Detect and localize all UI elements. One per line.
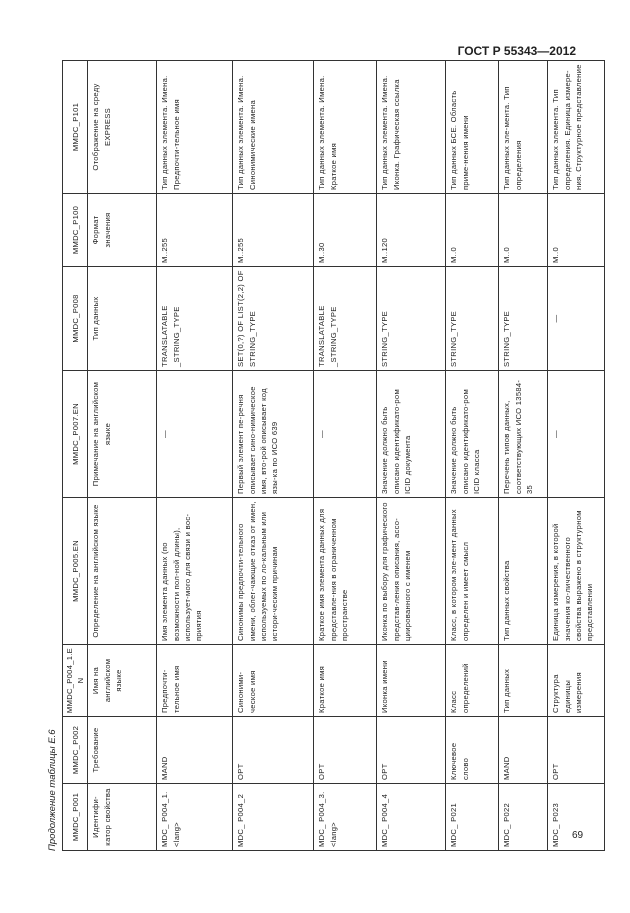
name-cell: Иконка имени: [377, 645, 446, 717]
column-header: Требование: [88, 717, 157, 784]
value-format-cell: M..255: [157, 194, 233, 267]
table-row: [377, 61, 446, 851]
value-format-cell: M..255: [233, 194, 314, 267]
express-mapping-cell: Тип данных элемента. Тип определения. Единица измере-ния. Структурное представление: [548, 61, 605, 194]
requirement-cell: Ключевое слово: [446, 717, 499, 784]
property-id-cell: MDC_ P004_4: [377, 784, 446, 851]
name-cell: Синоними-ческое имя: [233, 645, 314, 717]
express-mapping-cell: Тип данных эле-мента. Тип определения: [499, 61, 548, 194]
requirement-cell: OPT: [377, 717, 446, 784]
column-code: MMDC_P007.EN: [63, 371, 88, 498]
table-row: [157, 61, 233, 851]
column-code: MMDC_P100: [63, 194, 88, 267]
column-code: MMDC_P005.EN: [63, 498, 88, 645]
table-row: [314, 61, 377, 851]
note-cell: Значение должно быть описано идентификато-ром ICID класса: [446, 371, 499, 498]
note-cell: Первый элемент пе-речня описывает сино-нимическое имя, вто-рой описывает код язы-ка по ИСО 639: [233, 371, 314, 498]
definition-cell: Синонимы предпочти-тельного имени, облег-чающие отказ от имен, используемых по ло-кальным или истори-ческим причинам: [233, 498, 314, 645]
standard-header: ГОСТ Р 55343—2012: [457, 44, 576, 58]
note-cell: —: [548, 371, 605, 498]
definition-cell: Класс, в котором эле-мент данных определен и имеет смысл: [446, 498, 499, 645]
column-header: Примечание на английском языке: [88, 371, 157, 498]
value-format-cell: M..30: [314, 194, 377, 267]
property-id-cell: MDC_ P023: [548, 784, 605, 851]
note-cell: —: [157, 371, 233, 498]
requirement-cell: OPT: [548, 717, 605, 784]
definition-cell: Иконка по выбору для графического представ-ления описания, ассо-циированного с именем: [377, 498, 446, 645]
column-code-row: [63, 61, 88, 851]
data-type-cell: STRING_TYPE: [377, 267, 446, 371]
express-mapping-cell: Тип данных элемента. Имена. Иконка. Графическая ссылка: [377, 61, 446, 194]
column-code: MMDC_P008: [63, 267, 88, 371]
name-cell: Класс определений: [446, 645, 499, 717]
value-format-cell: M..0: [548, 194, 605, 267]
requirement-cell: MAND: [499, 717, 548, 784]
name-cell: Предпочти-тельное имя: [157, 645, 233, 717]
value-format-cell: M..120: [377, 194, 446, 267]
requirement-cell: OPT: [314, 717, 377, 784]
table-row: [499, 61, 548, 851]
data-type-cell: TRANSLATABLE _STRING_TYPE: [157, 267, 233, 371]
column-header: Тип данных: [88, 267, 157, 371]
property-id-cell: MDC_ P004_2: [233, 784, 314, 851]
data-type-cell: TRANSLATABLE _STRING_TYPE: [314, 267, 377, 371]
column-code: MMDC_P004_1.EN: [63, 645, 88, 717]
table-row: [233, 61, 314, 851]
column-header: Имя на английском языке: [88, 645, 157, 717]
column-code: MMDC_P101: [63, 61, 88, 194]
name-cell: Структура единицы измерения: [548, 645, 605, 717]
requirement-cell: OPT: [233, 717, 314, 784]
properties-table: [62, 60, 605, 851]
table-row: [548, 61, 605, 851]
definition-cell: Единица измерения, в которой значения ко-личественного свойства выражено в структурном представлении: [548, 498, 605, 645]
column-header: Идентифи-катор свойства: [88, 784, 157, 851]
column-code: MMDC_P001: [63, 784, 88, 851]
data-type-cell: —: [548, 267, 605, 371]
name-cell: Краткое имя: [314, 645, 377, 717]
column-code: MMDC_P002: [63, 717, 88, 784]
rotated-table-block: [44, 61, 595, 851]
data-type-cell: STRING_TYPE: [446, 267, 499, 371]
property-id-cell: MDC_ P004_1. <lang>: [157, 784, 233, 851]
name-cell: Тип данных: [499, 645, 548, 717]
column-header-row: [88, 61, 157, 851]
data-type-cell: SET(0,?) OF LIST(2,2) OF STRING_TYPE: [233, 267, 314, 371]
column-header: Формат значения: [88, 194, 157, 267]
property-id-cell: MDC_ P004_3. <lang>: [314, 784, 377, 851]
property-id-cell: MDC_ P022: [499, 784, 548, 851]
express-mapping-cell: Тип данных элемента. Имена. Предпочти-тельное имя: [157, 61, 233, 194]
table-row: [446, 61, 499, 851]
column-header: Отображение на среду EXPRESS: [88, 61, 157, 194]
definition-cell: Краткое имя элемента данных для представле-ния в ограниченном пространстве: [314, 498, 377, 645]
page-number: 69: [572, 830, 584, 841]
note-cell: Перечень типов данных, соответствующих ИСО 13584-35: [499, 371, 548, 498]
definition-cell: Имя элемента данных (по возможности пол-ной длины), использует-мого для связи и вос-приятия: [157, 498, 233, 645]
express-mapping-cell: Тип данных элемента. Имена. Синонимические имена: [233, 61, 314, 194]
requirement-cell: MAND: [157, 717, 233, 784]
property-id-cell: MDC_ P021: [446, 784, 499, 851]
definition-cell: Тип данных свойства: [499, 498, 548, 645]
note-cell: Значение должно быть описано идентификато-ром ICID документа: [377, 371, 446, 498]
data-type-cell: STRING_TYPE: [499, 267, 548, 371]
value-format-cell: M..0: [499, 194, 548, 267]
express-mapping-cell: Тип данных БСЕ. Область приме-нения имени: [446, 61, 499, 194]
value-format-cell: M..0: [446, 194, 499, 267]
table-caption: Продолжение таблицы Е.6: [47, 729, 58, 851]
express-mapping-cell: Тип данных элемента. Имена. Краткое имя: [314, 61, 377, 194]
note-cell: —: [314, 371, 377, 498]
column-header: Определение на английском языке: [88, 498, 157, 645]
